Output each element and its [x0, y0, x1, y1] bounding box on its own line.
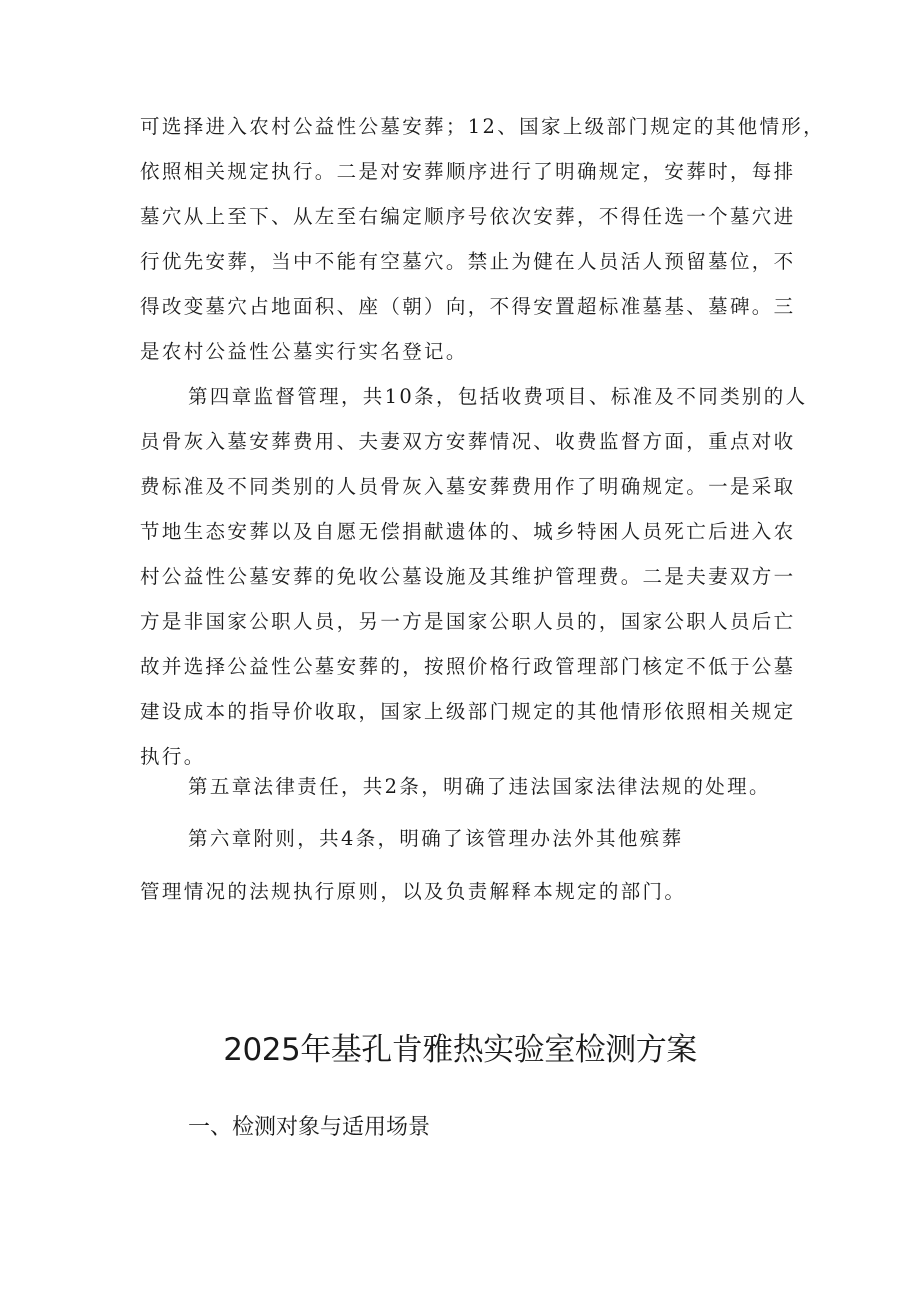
body-line: 方是非国家公职人员，另一方是国家公职人员的，国家公职人员后亡 [140, 610, 796, 633]
body-line: 执行。 [140, 745, 206, 768]
document-title: 2025年基孔肯雅热实验室检测方案 [223, 1032, 697, 1068]
body-line: 费标准及不同类别的人员骨灰入墓安葬费用作了明确规定。一是采取 [140, 475, 796, 498]
paragraph-first-line: 第五章法律责任，共2条，明确了违法国家法律法规的处理。 [188, 775, 771, 798]
body-line: 墓穴从上至下、从左至右编定顺序号依次安葬，不得任选一个墓穴进 [140, 205, 796, 228]
body-line: 员骨灰入墓安葬费用、夫妻双方安葬情况、收费监督方面，重点对收 [140, 430, 796, 453]
paragraph-first-line: 第四章监督管理，共10条，包括收费项目、标准及不同类别的人 [188, 385, 808, 408]
body-line: 得改变墓穴占地面积、座（朝）向，不得安置超标准墓基、墓碑。三 [140, 295, 796, 318]
body-line: 节地生态安葬以及自愿无偿捐献遗体的、城乡特困人员死亡后进入农 [140, 520, 796, 543]
body-line: 故并选择公益性公墓安葬的，按照价格行政管理部门核定不低于公墓 [140, 655, 796, 678]
section-heading: 一、检测对象与适用场景 [188, 1115, 431, 1140]
body-line: 可选择进入农村公益性公墓安葬；12、国家上级部门规定的其他情形， [140, 115, 826, 138]
body-line: 依照相关规定执行。二是对安葬顺序进行了明确规定，安葬时，每排 [140, 160, 796, 183]
body-line: 建设成本的指导价收取，国家上级部门规定的其他情形依照相关规定 [140, 700, 796, 723]
body-line: 是农村公益性公墓实行实名登记。 [140, 340, 468, 363]
body-line: 管理情况的法规执行原则，以及负责解释本规定的部门。 [140, 880, 687, 903]
body-line: 行优先安葬，当中不能有空墓穴。禁止为健在人员活人预留墓位，不 [140, 250, 796, 273]
paragraph-first-line: 第六章附则，共4条，明确了该管理办法外其他殡葬 [188, 827, 684, 850]
body-line: 村公益性公墓安葬的免收公墓设施及其维护管理费。二是夫妻双方一 [140, 565, 796, 588]
